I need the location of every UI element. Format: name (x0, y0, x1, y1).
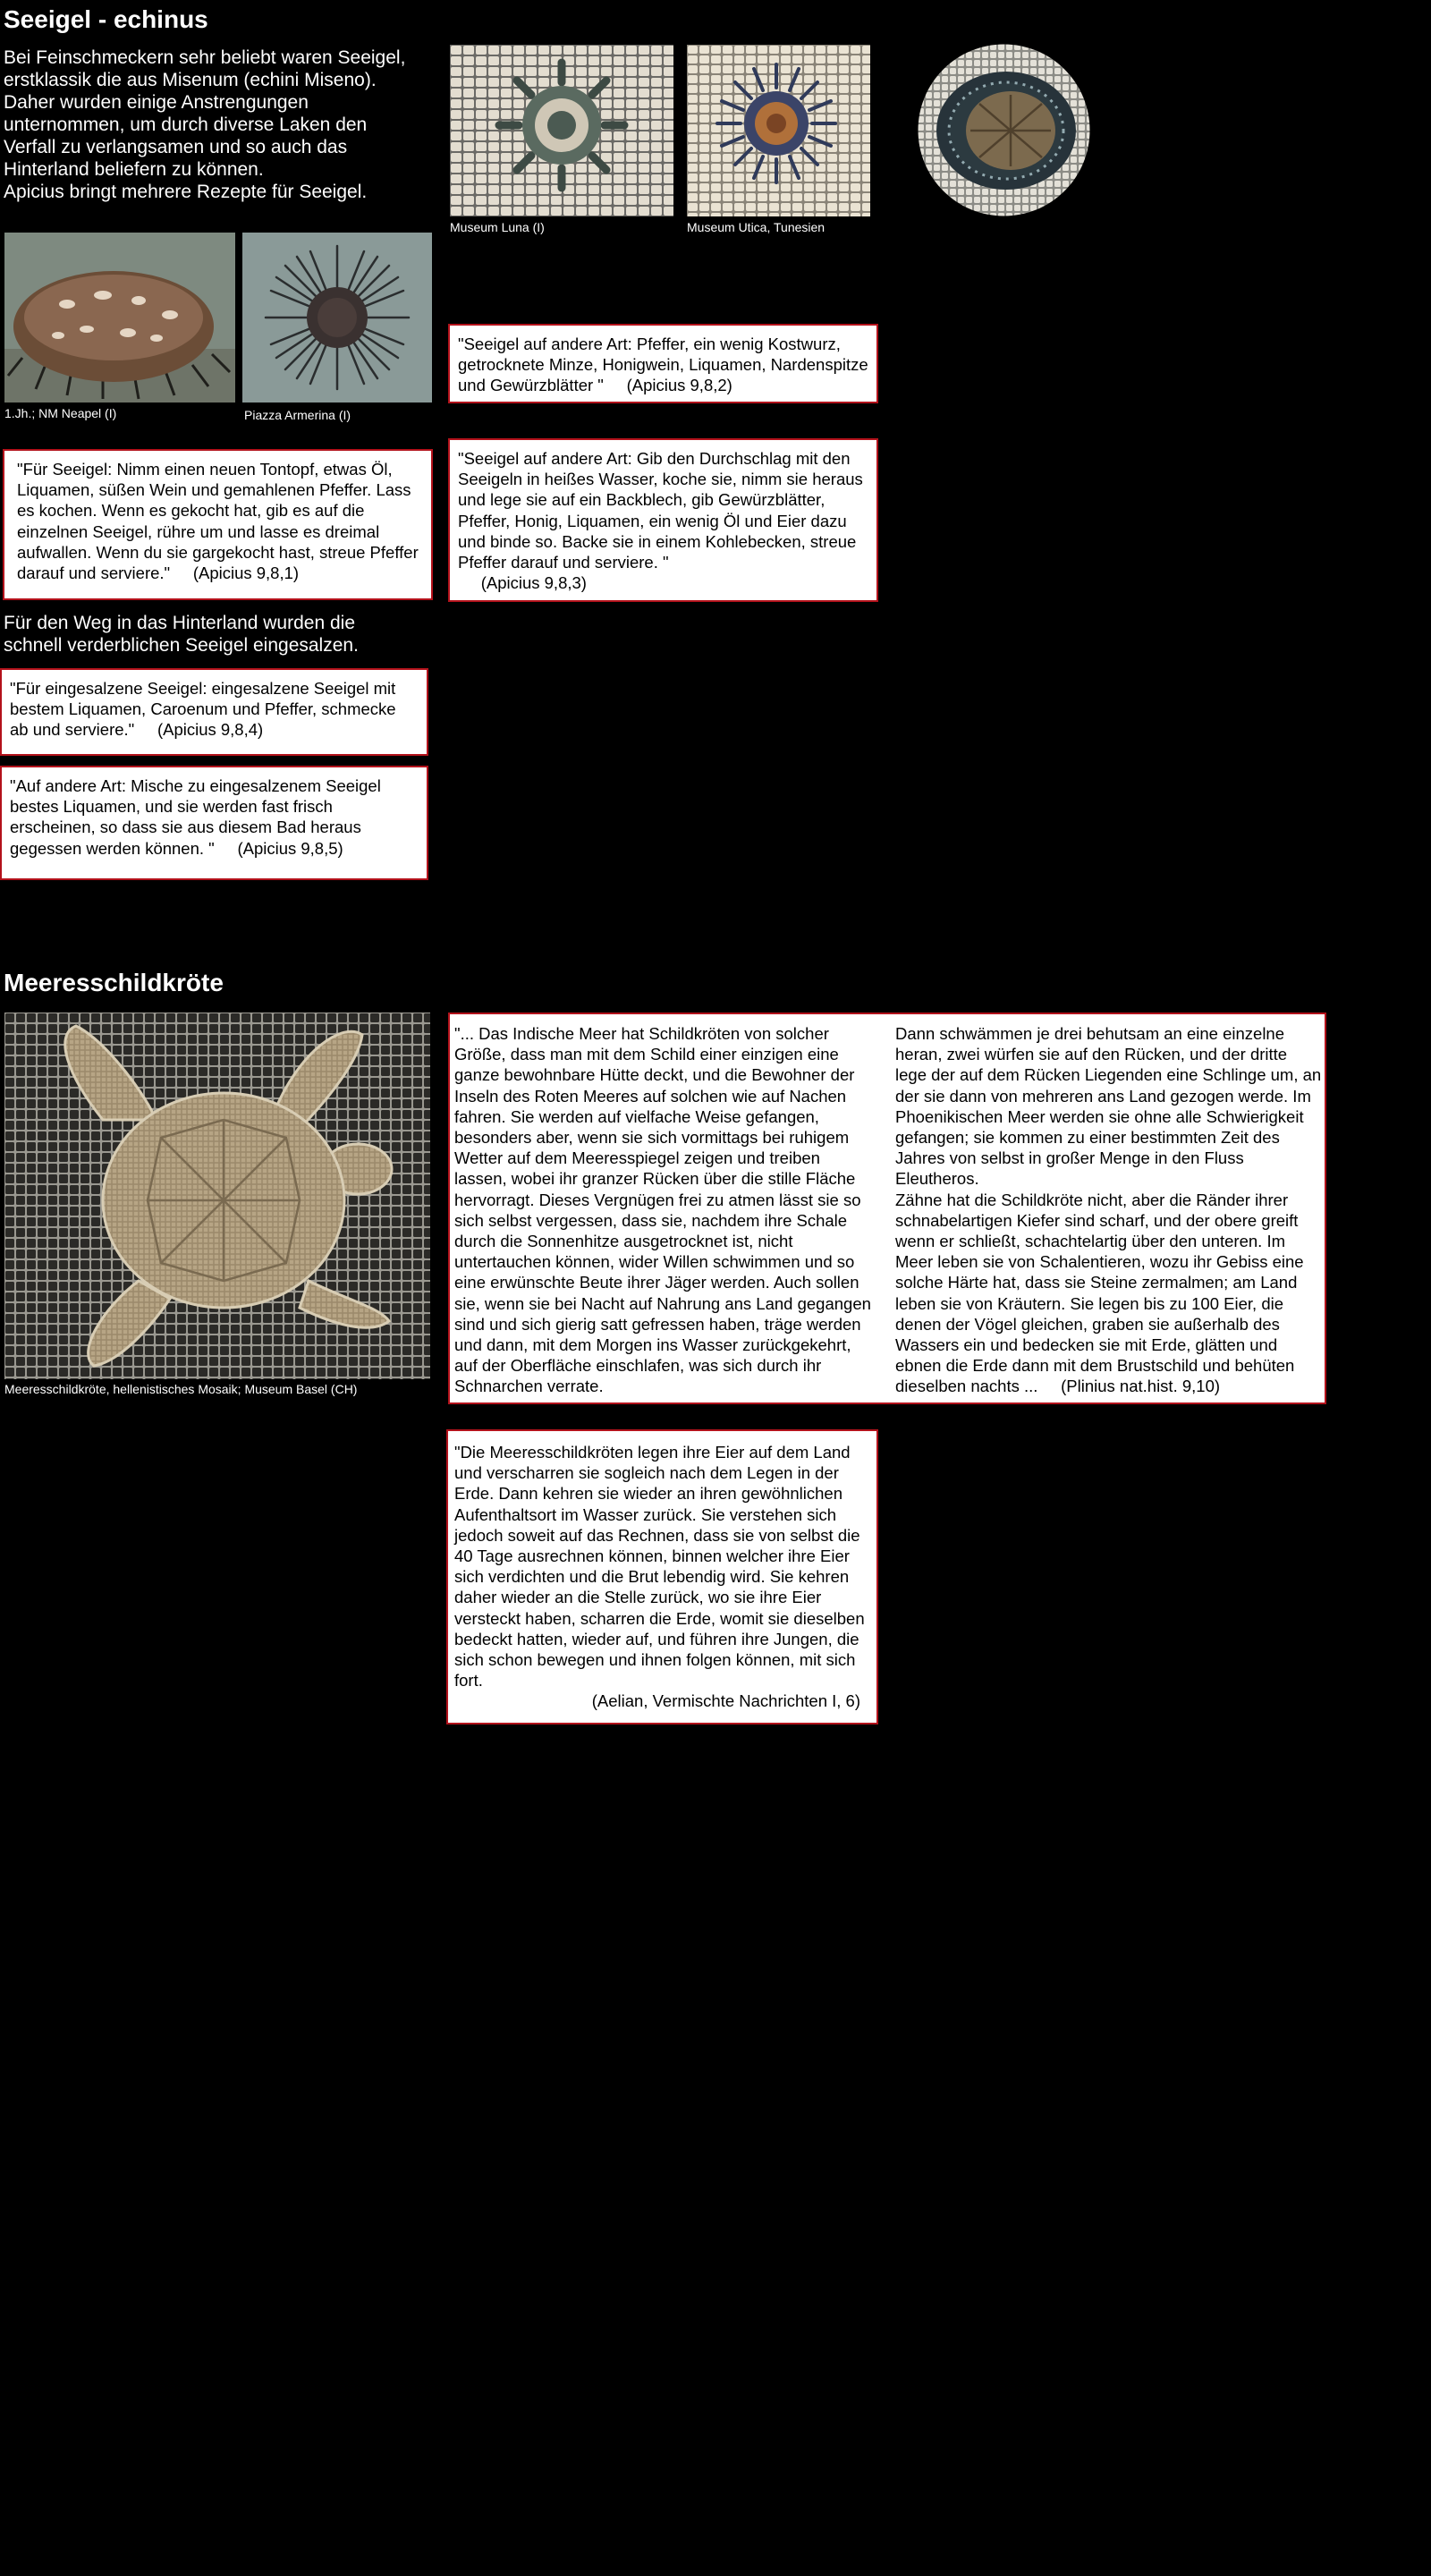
quote-text: "Die Meeresschildkröten legen ihre Eier auf dem Land und verscharren sie sogleich nach dem Legen in der Erde. Dann kehren sie wieder an ihren gewöhnlichen Aufenthaltsort im Wasser zurück. Sie verstehen sich jedoch soweit auf das Rechnen, dass sie von selbst die 40 Tage ausrechnen können, binnen welcher ihre Eier sich verdichten und die Brut lebendig wird. Sie kehren daher wieder an die Stelle zurück, wo sie ihre Eier versteckt haben, scharren die Erde, womit sie dieselben bedeckt hatten, wieder auf, und führen ihre Jungen, die sich schon bewegen und ihnen folgen können, mit sich fort. (454, 1443, 865, 1690)
quote-aelian (446, 1429, 878, 1724)
quote-apicius-9-8-3 (448, 438, 878, 602)
urchin-title: Seeigel - echinus (4, 5, 208, 33)
caption-turtle: Meeresschildkröte, hellenistisches Mosaik; Museum Basel (CH) (4, 1382, 358, 1396)
quote-apicius-9-8-5 (0, 766, 428, 880)
quote-plinius (448, 1013, 1326, 1404)
quote-text: "Für eingesalzene Seeigel: eingesalzene Seeigel mit bestem Liquamen, Caroenum und Pfeffer, schmecke ab und serviere." (10, 679, 396, 740)
turtle-title: Meeresschildkröte (4, 969, 224, 996)
mosaic-image-utica (687, 45, 870, 216)
quote-text: "Für Seeigel: Nimm einen neuen Tontopf, etwas Öl, Liquamen, süßen Wein und gemahlenen Pfeffer. Lass es kochen. Wenn es gekocht hat, gib es auf die einzelnen Seeigel, rühre um und lasse es dreimal aufwallen. Wenn du sie gargekocht hast, streue Pfeffer darauf und serviere." (17, 460, 419, 583)
quote-ref: (Apicius 9,8,5) (237, 838, 343, 858)
caption-armerina: Piazza Armerina (I) (244, 408, 351, 422)
plinius-column-2 (895, 1023, 1323, 1397)
plinius-column-1: "... Das Indische Meer hat Schildkröten von solcher Größe, dass man mit dem Schild einer einzigen eine ganze bewohnbare Hütte deckt, und die Bewohner der Inseln des Roten Meeres auf solchen wie auf Nachen fahren. Sie werden auf vielfache Weise gefangen, besonders aber, wenn sie sich vormittags bei ruhigem Wetter auf dem Meeresspiegel zeigen und treiben lassen, wobei ihr granzer Rücken über die stille Fläche hervorragt. Dieses Vergnügen frei zu atmen lässt sie so sich selbst vergessen, dass sie, nachdem ihre Schale durch die Sonnenhitze ausgetrocknet ist, nicht untertauchen können, wider Willen schwimmen und so eine erwünschte Beute ihrer Jäger werden. Auch sollen sie, wenn sie bei Nacht auf Nahrung ans Land gegangen sind und sich gierig satt gefressen haben, träge werden und dann, mit dem Morgen ins Wasser zurückgekehrt, auf der Oberfläche einschlafen, was sich durch ihr Schnarchen verrate. (454, 1024, 871, 1396)
caption-luna: Museum Luna (I) (450, 220, 545, 234)
quote-apicius-9-8-4 (0, 668, 428, 756)
quote-ref: (Apicius 9,8,2) (626, 376, 732, 395)
turtle-mosaic-image (4, 1013, 430, 1379)
quote-text: "Seeigel auf andere Art: Pfeffer, ein wenig Kostwurz, getrocknete Minze, Honigwein, Liquamen, Nardenspitze und Gewürzblätter " (458, 335, 868, 395)
quote-ref: (Aelian, Vermischte Nachrichten I, 6) (591, 1691, 860, 1711)
caption-naples: 1.Jh.; NM Neapel (I) (4, 406, 117, 420)
quote-text: "Auf andere Art: Mische zu eingesalzenem Seeigel bestes Liquamen, und sie werden fast frisch erscheinen, so dass sie aus diesem Bad heraus gegessen werden können. " (10, 776, 381, 858)
salted-note: Für den Weg in das Hinterland wurden die schnell verderblichen Seeigel eingesalzen. (4, 613, 359, 656)
plinius-ref: (Plinius nat.hist. 9,10) (1061, 1377, 1221, 1396)
plinius-text-2: Dann schwämmen je drei behutsam an eine einzelne heran, zwei würfen sie auf den Rücken, und der dritte lege der auf dem Rücken Liegenden eine Schlinge um, an der sie dann von mehreren ans Land gezogen werde. Im Phoenikischen Meer werden sie ohne alle Schwierigkeit gefangen; sie kommen zu einer bestimmten Zeit des Jahres von selbst in großer Menge in den Fluss Eleutheros. Zähne hat die Schildkröte nicht, aber die Ränder ihrer schnabelartigen Kiefer sind scharf, und der obere greift wenn er schließt, schachtelartig über den unteren. Im Meer leben sie von Schalentieren, wozu ihr Gebiss eine solche Härte hat, dass sie Steine zermalmen; am Land leben sie von Kräutern. Sie legen bis zu 100 Eier, die denen der Vögel gleichen, graben sie außerhalb des Wassers ein und bedecken sie mit Erde, glätten und ebnen die Erde dann mit dem Brustschild und behüten dieselben nachts ... (895, 1024, 1322, 1396)
quote-apicius-9-8-2 (448, 324, 878, 403)
caption-utica: Museum Utica, Tunesien (687, 220, 826, 234)
mosaic-image-round (917, 43, 1091, 217)
urchin-intro: Bei Feinschmeckern sehr beliebt waren Seeigel, erstklassik die aus Misenum (echini Miseno). Daher wurden einige Anstrengungen unternommen, um durch diverse Laken den Verfall zu verlangsamen und so auch das Hinterland beliefern zu können. Apicius bringt mehrere Rezepte für Seeigel. (4, 47, 406, 202)
urchin-image-armerina (242, 233, 432, 402)
quote-ref: (Apicius 9,8,3) (480, 573, 587, 593)
urchin-image-naples (4, 233, 235, 402)
quote-ref: (Apicius 9,8,1) (192, 564, 300, 583)
quote-apicius-9-8-1 (3, 449, 433, 600)
mosaic-image-luna (450, 45, 673, 216)
quote-ref: (Apicius 9,8,4) (157, 720, 264, 740)
quote-text: "Seeigel auf andere Art: Gib den Durchschlag mit den Seeigeln in heißes Wasser, koche sie, nimm sie heraus und lege sie auf ein Backblech, gib Gewürzblätter, Pfeffer, Honig, Liquamen, ein wenig Öl und Eier dazu und binde so. Backe sie in einem Kohlebecken, streue Pfeffer darauf und serviere. " (458, 449, 863, 572)
